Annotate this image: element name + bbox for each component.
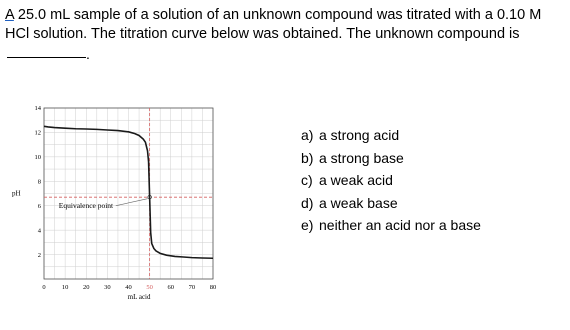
x-tick-labels [42,284,216,291]
x-tick-label: 10 [61,284,69,291]
y-tick-label: 2 [37,251,41,259]
y-tick-labels [35,105,42,259]
answer-options [301,124,481,237]
x-tick-label: 60 [167,284,174,291]
x-tick-label: 50 [146,284,153,291]
option-d-text: a weak base [319,194,398,211]
x-tick-label: 20 [83,284,90,291]
x-tick-label: 80 [209,284,217,291]
x-tick-label: 30 [104,284,111,291]
equivalence-point-label: Equivalence point [58,201,114,211]
option-e-text: neither an acid nor a base [319,217,481,233]
question-body: 25.0 mL sample of a solution of an unknown compound was titrated with a 0.10 M HCl solution. The titration curve below was obtained. The unknown compound is [5,7,542,42]
answer-blank [7,57,86,58]
option-a-text: a strong acid [319,127,400,143]
option-b-text: a strong base [319,149,404,166]
answer-blank-period: . [86,46,90,62]
option-a[interactable]: a) a strong acid [301,127,400,143]
y-tick-label: 8 [37,178,41,186]
x-tick-label: 40 [125,284,132,291]
x-tick-label: 70 [188,284,196,291]
option-c[interactable]: c) a weak acid [301,172,393,188]
x-tick-label: 0 [42,284,46,291]
x-axis-label: mL acid [127,293,151,301]
titration-chart [0,100,230,310]
y-axis-label: pH [12,189,21,198]
y-tick-label: 14 [34,105,41,113]
equivalence-pointer [116,199,148,206]
y-tick-label: 12 [34,129,41,137]
y-tick-label: 10 [34,154,41,162]
option-e[interactable]: e) neither an acid nor a base [301,217,481,233]
option-d[interactable]: d) a weak base [301,194,398,211]
chart-grid [44,108,213,279]
option-b[interactable]: b) a strong base [301,149,404,166]
question-text [5,6,563,44]
question-first-letter: A [5,7,14,23]
option-c-text: a weak acid [319,172,393,188]
y-tick-label: 6 [37,202,41,210]
y-tick-label: 4 [37,227,41,235]
